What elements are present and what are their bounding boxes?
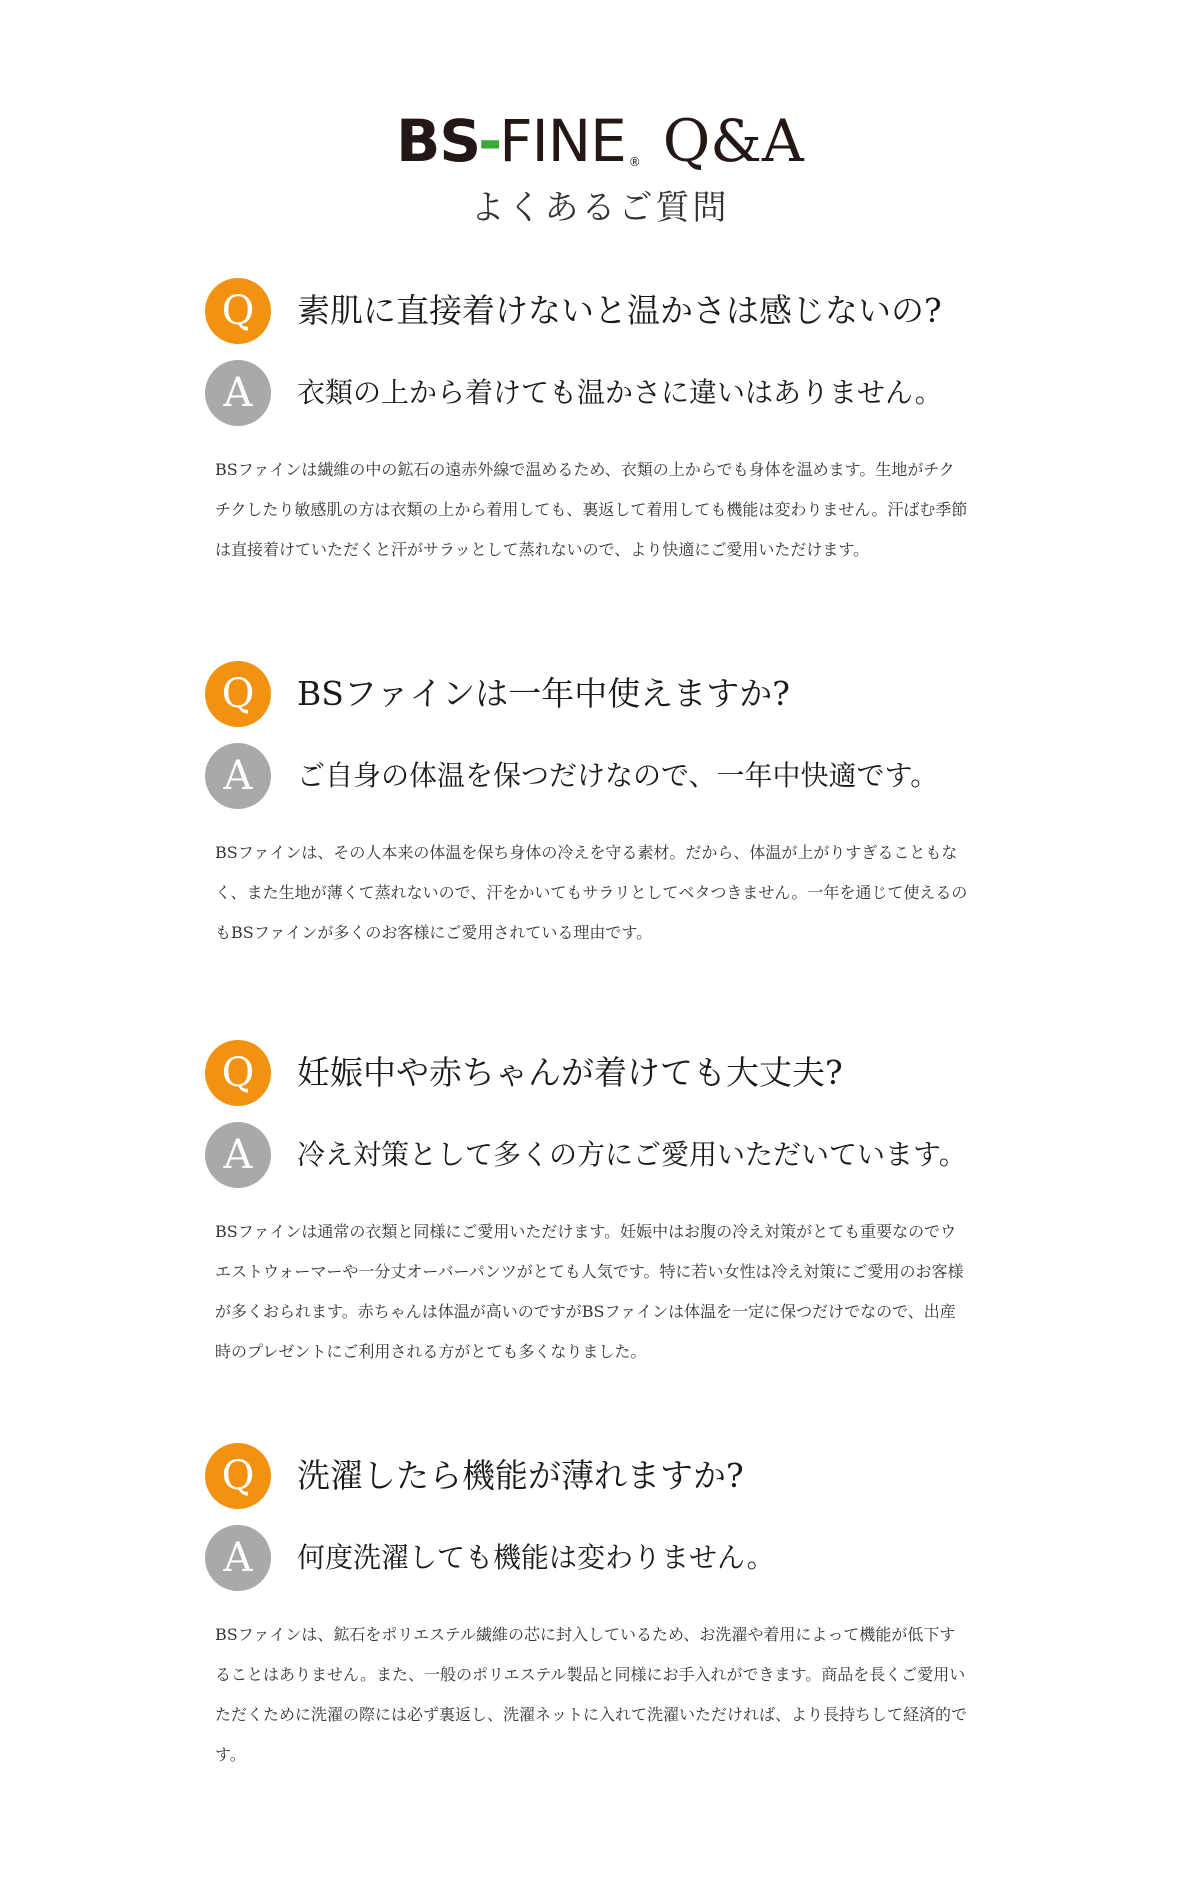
brand-logo xyxy=(396,107,641,175)
answer-badge-icon: A xyxy=(205,360,271,426)
answer-body: BSファインは、鉱石をポリエステル繊維の芯に封入しているため、お洗濯や着用によって機能が低下することはありません。また、一般のポリエステル製品と同様にお手入れができます。商品を長くご愛用いただくために洗濯の際には必ず裏返し、洗濯ネットに入れて洗濯いただければ、より長持ちして経済的です。 xyxy=(215,1625,968,1764)
answer-row xyxy=(205,1122,985,1188)
question-text: 妊娠中や赤ちゃんが着けても大丈夫? xyxy=(297,1053,843,1092)
answer-body: BSファインは、その人本来の体温を保ち身体の冷えを守る素材。だから、体温が上がりすぎることもなく、また生地が薄くて蒸れないので、汗をかいてもサラリとしてベタつきません。一年を通じて使えるのもBSファインが多くのお客様にご愛用されている理由です。 xyxy=(215,843,968,942)
question-row xyxy=(205,661,985,727)
question-badge-icon: Q xyxy=(205,661,271,727)
faq-item xyxy=(205,661,985,969)
question-row xyxy=(205,278,985,344)
page-subtitle: よくあるご質問 xyxy=(470,188,730,228)
brand-logo-bs: BS xyxy=(396,107,481,175)
brand-logo-dash: - xyxy=(478,107,502,175)
faq-item xyxy=(205,278,985,586)
registered-mark: ® xyxy=(628,155,641,169)
answer-text: 何度洗濯しても機能は変わりません。 xyxy=(297,1541,775,1574)
brand-logo-fine: FINE xyxy=(499,107,626,175)
answer-row xyxy=(205,743,985,809)
question-text: 素肌に直接着けないと温かさは感じないの? xyxy=(297,291,942,330)
answer-text: 冷え対策として多くの方にご愛用いただいています。 xyxy=(297,1138,967,1171)
answer-body: BSファインは通常の衣類と同様にご愛用いただけます。妊娠中はお腹の冷え対策がとても重要なのでウエストウォーマーや一分丈オーバーパンツがとても人気です。特に若い女性は冷え対策にご愛用のお客様が多くおられます。赤ちゃんは体温が高いのですがBSファインは体温を一定に保つだけでなので、出産時のプレゼントにご利用される方がとても多くなりました。 xyxy=(215,1222,964,1361)
question-text: 洗濯したら機能が薄れますか? xyxy=(297,1456,744,1495)
page-header xyxy=(0,100,1200,228)
question-row xyxy=(205,1443,985,1509)
answer-badge-icon: A xyxy=(205,1525,271,1591)
answer-badge-icon: A xyxy=(205,743,271,809)
answer-body: BSファインは繊維の中の鉱石の遠赤外線で温めるため、衣類の上からでも身体を温めます。生地がチクチクしたり敏感肌の方は衣類の上から着用しても、裏返して着用しても機能は変わりません。汗ばむ季節は直接着けていただくと汗がサラッとして蒸れないので、より快適にご愛用いただけます。 xyxy=(215,460,968,559)
answer-text: ご自身の体温を保つだけなので、一年中快適です。 xyxy=(297,759,939,792)
answer-row xyxy=(205,1525,985,1591)
faq-item xyxy=(205,1040,985,1388)
page-title: Q&A xyxy=(662,107,804,175)
question-badge-icon: Q xyxy=(205,1443,271,1509)
answer-text: 衣類の上から着けても温かさに違いはありません。 xyxy=(297,376,943,409)
answer-badge-icon: A xyxy=(205,1122,271,1188)
title-line xyxy=(0,100,1200,175)
question-row xyxy=(205,1040,985,1106)
answer-row xyxy=(205,360,985,426)
question-badge-icon: Q xyxy=(205,1040,271,1106)
faq-item xyxy=(205,1443,985,1791)
question-badge-icon: Q xyxy=(205,278,271,344)
question-text: BSファインは一年中使えますか? xyxy=(297,674,790,713)
